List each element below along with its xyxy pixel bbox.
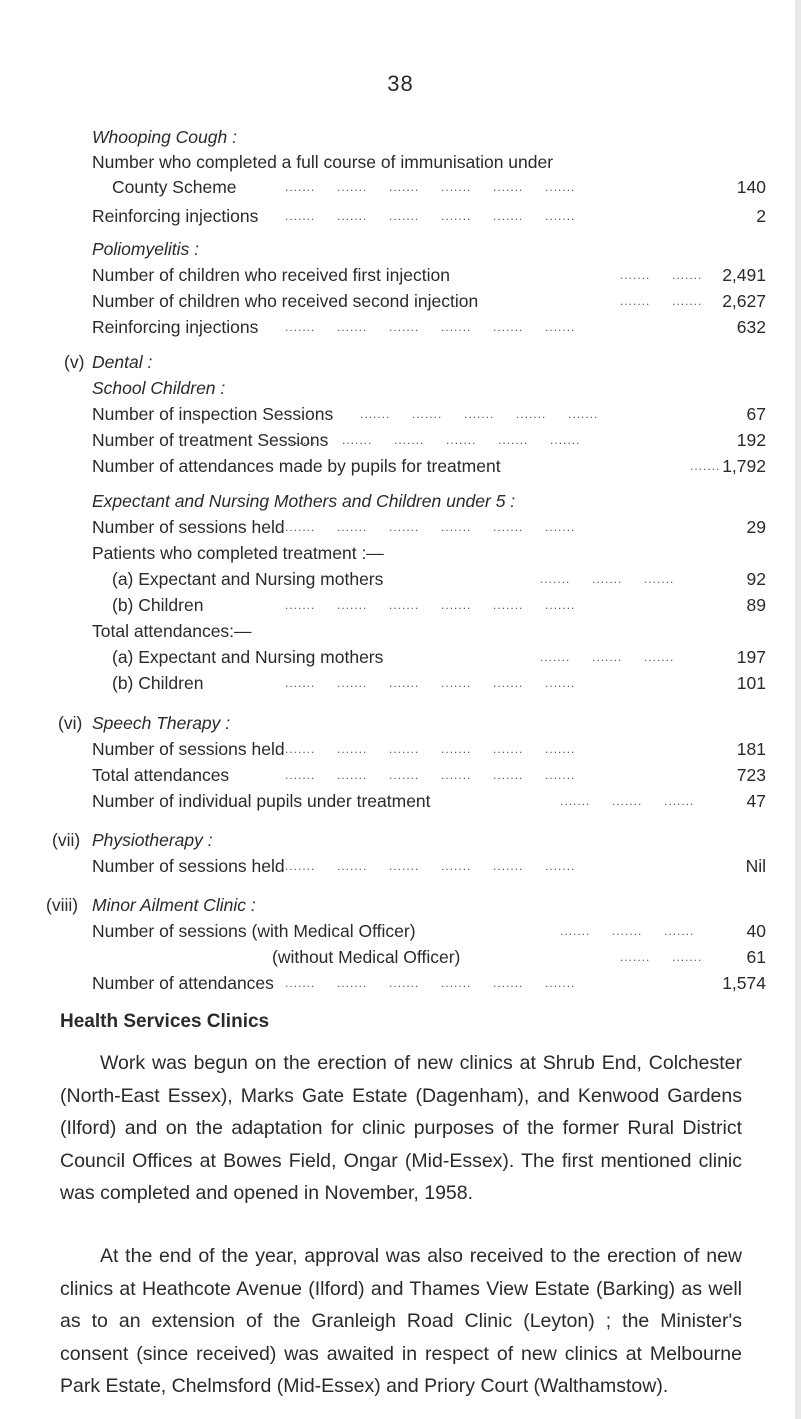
- patients-b-label: (b) Children: [112, 595, 204, 615]
- total-a-value: 197: [736, 647, 766, 667]
- health-paragraph-2: At the end of the year, approval was also received to the erection of new clinics at Heathcote Avenue (Ilford) and Thames View Estate (Barking) as well as to an extension of the Granleigh Road Clinic (Leyton) ; the Minister's consent (since received) was awaited in respect of new clinics at Melbourne Park Estate, Chelmsford (Mid-Essex) and Priory Court (Walthamstow).: [60, 1245, 742, 1397]
- page-number: 38: [387, 71, 414, 96]
- total-b-label: (b) Children: [112, 673, 204, 693]
- whooping-reinforcing-label: Reinforcing injections: [92, 206, 259, 226]
- leader-dots: ....... .......: [620, 294, 703, 308]
- leader-dots: ....... ....... .......: [560, 794, 695, 808]
- patients-completed-label: Patients who completed treatment :—: [92, 543, 384, 563]
- dental-treatment-value: 192: [736, 430, 766, 450]
- minor-with-label: Number of sessions (with Medical Officer): [92, 921, 416, 941]
- minor-without-value: 61: [746, 947, 766, 967]
- whooping-cough-title: Whooping Cough :: [92, 127, 237, 147]
- dental-inspection-label: Number of inspection Sessions: [92, 404, 334, 424]
- leader-dots: ....... .......: [620, 950, 703, 964]
- total-attendances-label: Total attendances:—: [92, 621, 252, 641]
- speech-pupils-value: 47: [746, 791, 766, 811]
- expectant-mothers-title: Expectant and Nursing Mothers and Children under 5 :: [92, 491, 516, 511]
- leader-dots: ....... ....... .......: [540, 572, 675, 586]
- whooping-completed-label-cont: County Scheme: [112, 177, 237, 197]
- polio-title: Poliomyelitis :: [92, 239, 199, 259]
- polio-first-value: 2,491: [722, 265, 766, 285]
- leader-dots: ....... ....... ....... ....... ....... .......: [285, 742, 576, 756]
- leader-dots: ....... ....... ....... ....... ....... .......: [285, 859, 576, 873]
- leader-dots: ....... ....... ....... ....... ....... .......: [285, 976, 576, 990]
- speech-sessions-label: Number of sessions held: [92, 739, 285, 759]
- school-children-title: School Children :: [92, 378, 226, 398]
- dental-sessions-label: Number of sessions held: [92, 517, 285, 537]
- leader-dots: ....... ....... .......: [560, 924, 695, 938]
- polio-second-label: Number of children who received second injection: [92, 291, 479, 311]
- section-marker-viii: (viii): [46, 895, 79, 915]
- minor-attendances-label: Number of attendances: [92, 973, 274, 993]
- polio-reinforcing-value: 632: [736, 317, 766, 337]
- health-services-heading: Health Services Clinics: [60, 1011, 270, 1032]
- speech-attendances-label: Total attendances: [92, 765, 230, 785]
- minor-ailment-title: Minor Ailment Clinic :: [92, 895, 256, 915]
- section-marker-vi: (vi): [58, 713, 83, 733]
- whooping-completed-value: 140: [736, 177, 766, 197]
- physio-sessions-label: Number of sessions held: [92, 856, 285, 876]
- speech-attendances-value: 723: [736, 765, 766, 785]
- health-paragraph-1: Work was begun on the erection of new clinics at Shrub End, Colchester (North-East Essex), Marks Gate Estate (Dagenham), and Kenwood Gardens (Ilford) and on the adaptation for clinic purposes of the former Rural District Council Offices at Bowes Field, Ongar (Mid-Essex). The first mentioned clinic was completed and opened in November, 1958.: [60, 1052, 742, 1204]
- polio-reinforcing-label: Reinforcing injections: [92, 317, 259, 337]
- physiotherapy-title: Physiotherapy :: [92, 830, 213, 850]
- total-a-label: (a) Expectant and Nursing mothers: [112, 647, 384, 667]
- leader-dots: ....... ....... ....... ....... ....... .......: [285, 209, 576, 223]
- dental-inspection-value: 67: [746, 404, 766, 424]
- minor-with-value: 40: [746, 921, 766, 941]
- leader-dots: ....... ....... .......: [540, 650, 675, 664]
- speech-therapy-title: Speech Therapy :: [92, 713, 231, 733]
- leader-dots: ....... ....... ....... ....... ....... .......: [290, 433, 581, 447]
- speech-pupils-label: Number of individual pupils under treatment: [92, 791, 431, 811]
- leader-dots: ....... ....... ....... ....... ....... .......: [285, 180, 576, 194]
- minor-attendances-value: 1,574: [722, 973, 766, 993]
- leader-dots: ....... ....... ....... ....... ....... .......: [285, 320, 576, 334]
- leader-dots: ....... ....... ....... ....... ....... .......: [285, 676, 576, 690]
- scan-edge: [795, 0, 801, 1419]
- total-b-value: 101: [736, 673, 766, 693]
- polio-first-label: Number of children who received first injection: [92, 265, 450, 285]
- section-marker-vii: (vii): [52, 830, 81, 850]
- dental-attendances-label: Number of attendances made by pupils for treatment: [92, 456, 501, 476]
- whooping-completed-label: Number who completed a full course of immunisation under: [92, 152, 554, 172]
- polio-second-value: 2,627: [722, 291, 766, 311]
- dental-treatment-label: Number of treatment Sessions: [92, 430, 329, 450]
- whooping-reinforcing-value: 2: [756, 206, 766, 226]
- speech-sessions-value: 181: [736, 739, 766, 759]
- section-marker-v: (v): [64, 352, 85, 372]
- patients-b-value: 89: [746, 595, 766, 615]
- patients-a-label: (a) Expectant and Nursing mothers: [112, 569, 384, 589]
- leader-dots: ....... ....... ....... ....... ....... .......: [285, 598, 576, 612]
- leader-dots: .......: [690, 459, 721, 473]
- leader-dots: ....... ....... ....... ....... ....... .......: [285, 520, 576, 534]
- leader-dots: ....... ....... ....... ....... .......: [360, 407, 599, 421]
- leader-dots: ....... ....... ....... ....... ....... .......: [285, 768, 576, 782]
- leader-dots: ....... .......: [620, 268, 703, 282]
- physio-sessions-value: Nil: [745, 856, 766, 876]
- minor-without-label: (without Medical Officer): [272, 947, 461, 967]
- patients-a-value: 92: [746, 569, 766, 589]
- dental-title: Dental :: [92, 352, 153, 372]
- dental-attendances-value: 1,792: [722, 456, 766, 476]
- dental-sessions-value: 29: [746, 517, 766, 537]
